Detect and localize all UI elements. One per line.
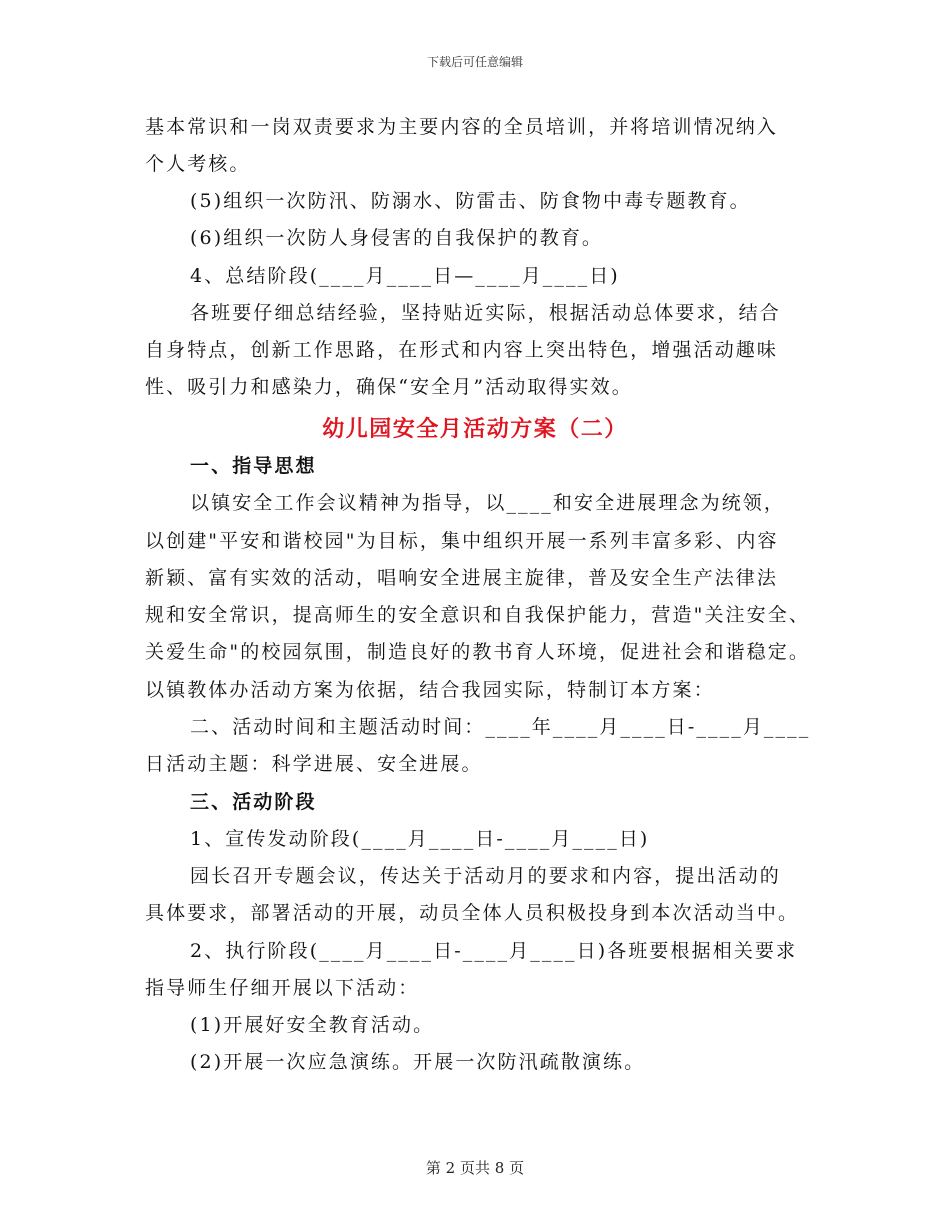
list-item: (5)组织一次防汛、防溺水、防雷击、防食物中毒专题教育。: [190, 190, 751, 212]
paragraph-line: 以创建"平安和谐校园"为目标，集中组织开展一系列丰富多彩、内容: [145, 530, 779, 552]
paragraph-line: 指导师生仔细开展以下活动：: [145, 977, 420, 999]
stage-heading: 1、宣传发动阶段(____月____日-____月____日): [190, 828, 650, 850]
section-heading: 一、指导思想: [190, 455, 317, 477]
paragraph-line: 自身特点，创新工作思路，在形式和内容上突出特色，增强活动趣味: [145, 339, 779, 361]
section-heading: 三、活动阶段: [190, 791, 317, 813]
stage-heading: 4、总结阶段(____月____日—____月____日): [190, 265, 620, 287]
page-footer: 第 2 页共 8 页: [425, 1159, 525, 1177]
document-title: 幼儿园安全月活动方案（二）: [322, 416, 628, 442]
paragraph-line: 个人考核。: [145, 153, 251, 175]
paragraph-line: 基本常识和一岗双责要求为主要内容的全员培训，并将培训情况纳入: [145, 116, 779, 138]
page-header: 下载后可任意编辑: [426, 55, 523, 69]
paragraph-line: 规和安全常识，提高师生的安全意识和自我保护能力，营造"关注安全、: [145, 604, 810, 626]
list-item: (1)开展好安全教育活动。: [190, 1014, 435, 1036]
section-heading: 二、活动时间和主题活动时间：____年____月____日-____月____: [190, 716, 811, 738]
paragraph-line: 性、吸引力和感染力，确保“安全月”活动取得实效。: [145, 376, 633, 398]
paragraph-line: 园长召开专题会议，传达关于活动月的要求和内容，提出活动的: [190, 865, 781, 887]
paragraph-line: 各班要仔细总结经验，坚持贴近实际，根据活动总体要求，结合: [190, 302, 781, 324]
list-item: (2)开展一次应急演练。开展一次防汛疏散演练。: [190, 1051, 646, 1073]
stage-heading: 2、执行阶段(____月____日-____月____日)各班要根据相关要求: [190, 940, 798, 962]
paragraph-line: 以镇教体办活动方案为依据，结合我园实际，特制订本方案：: [145, 679, 715, 701]
paragraph-line: 日活动主题：科学进展、安全进展。: [145, 753, 483, 775]
paragraph-line: 以镇安全工作会议精神为指导，以____和安全进展理念为统领，: [190, 492, 786, 514]
list-item: (6)组织一次防人身侵害的自我保护的教育。: [190, 227, 604, 249]
paragraph-line: 新颖、富有实效的活动，唱响安全进展主旋律，普及安全生产法律法: [145, 567, 779, 589]
paragraph-line: 具体要求，部署活动的开展，动员全体人员积极投身到本次活动当中。: [145, 902, 800, 924]
paragraph-line: 关爱生命"的校园氛围，制造良好的教书育人环境，促进社会和谐稳定。: [145, 641, 810, 663]
